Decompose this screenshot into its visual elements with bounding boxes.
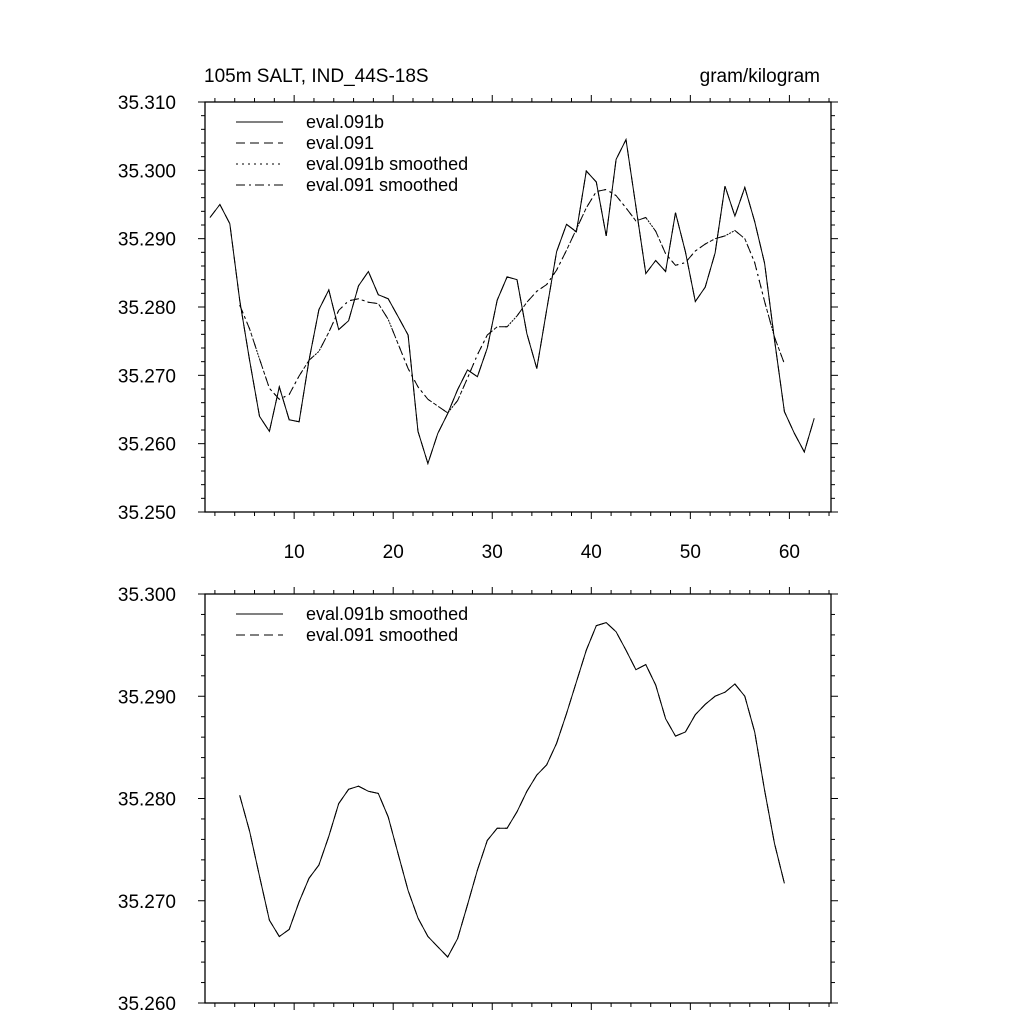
y-tick-label: 35.290 (117, 687, 176, 709)
x-tick-label: 60 (778, 542, 800, 563)
y-tick-label: 35.310 (117, 93, 176, 114)
chart-title: 105m SALT, IND_44S-18S (204, 66, 429, 87)
series-line-eval-091-smoothed (240, 623, 785, 957)
x-tick-label: 10 (283, 542, 305, 563)
y-tick-label: 35.260 (117, 434, 176, 456)
x-tick-label: 20 (382, 542, 404, 563)
plot-frame (205, 594, 831, 1003)
y-tick-label: 35.250 (117, 503, 176, 524)
y-tick-label: 35.280 (117, 298, 176, 319)
series-line-eval-091b-smoothed (240, 623, 785, 957)
y-tick-label: 35.300 (117, 585, 176, 606)
legend-label: eval.091 (306, 133, 375, 153)
legend-label: eval.091b smoothed (306, 154, 469, 174)
y-tick-label: 35.260 (117, 994, 176, 1015)
y-tick-label: 35.300 (117, 161, 176, 183)
x-tick-label: 30 (481, 542, 503, 563)
plot-panel-2 (118, 585, 838, 1015)
y-tick-label: 35.280 (117, 789, 176, 811)
y-tick-label: 35.270 (117, 891, 176, 913)
x-tick-label: 50 (679, 542, 701, 563)
series-line-eval-091b-smoothed (240, 190, 785, 413)
series-line-eval-091b (210, 140, 814, 464)
legend-label: eval.091 smoothed (306, 625, 459, 645)
legend-label: eval.091 smoothed (306, 175, 459, 195)
plot-panel-1 (118, 93, 838, 563)
y-tick-label: 35.270 (117, 366, 176, 388)
y-tick-label: 35.290 (117, 229, 176, 251)
series-line-eval-091-smoothed (240, 190, 785, 413)
legend-label: eval.091b (306, 112, 385, 132)
x-tick-label: 40 (580, 542, 602, 563)
plot-frame (205, 102, 831, 512)
units-label: gram/kilogram (699, 66, 820, 87)
legend-label: eval.091b smoothed (306, 604, 469, 624)
